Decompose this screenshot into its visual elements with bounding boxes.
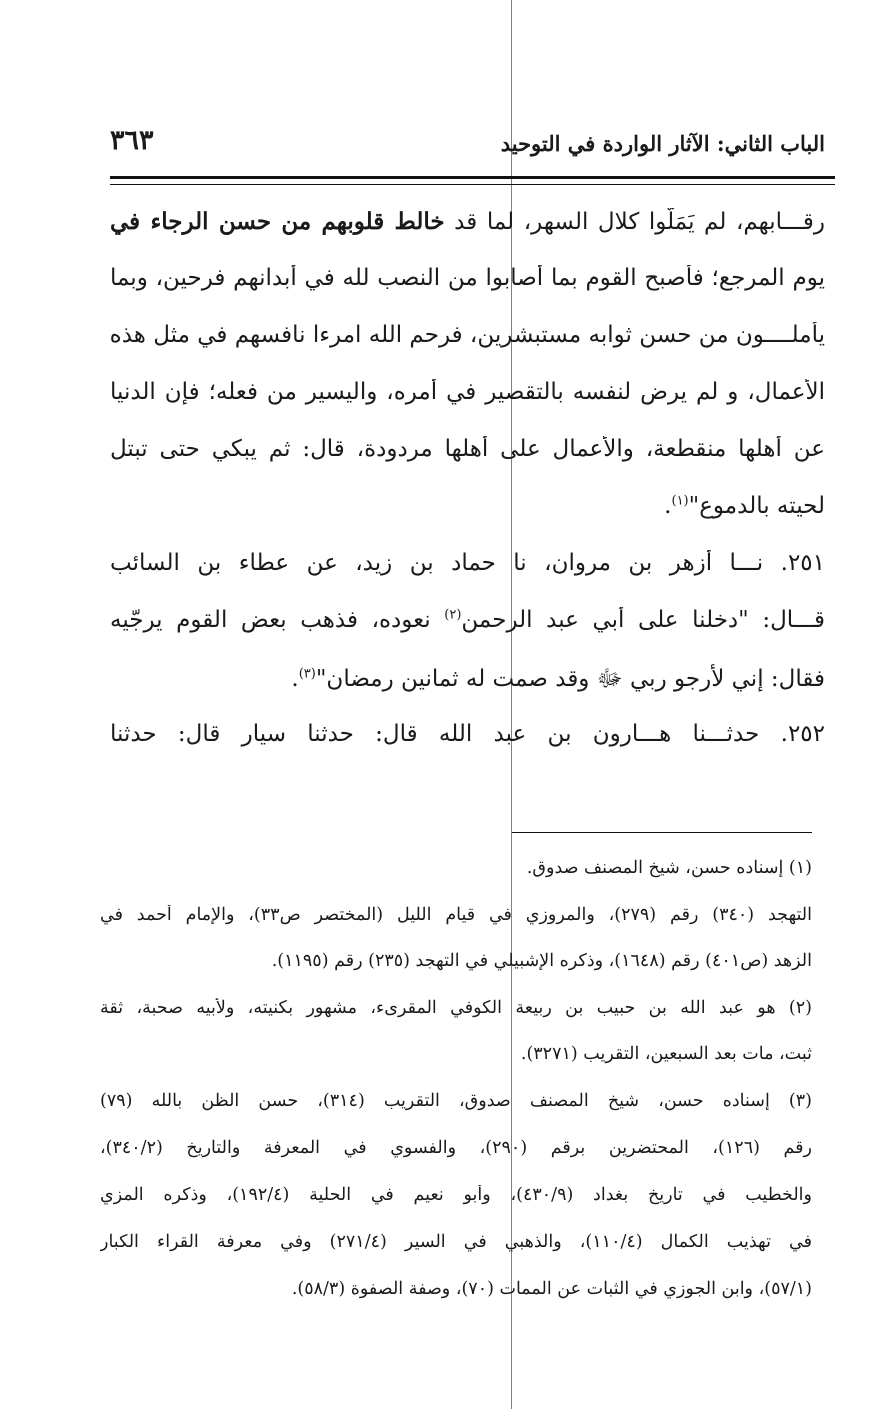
footnote-ref-1: (١) [671, 493, 689, 509]
footnote-line-1: (١) إسناده حسن، شيخ المصنف صدوق. [526, 858, 812, 878]
body-line-8-text-b: نعوده، فذهب بعض القوم يرجّيه [110, 607, 445, 633]
header-rule-thin [110, 184, 835, 185]
body-line-2: يوم المرجع؛ فأصبح القوم بما أصابوا من النصب لله في أبدانهم فرحين، وبما [110, 265, 825, 291]
body-line-3: يأملــــون من حسن ثوابه مستبشرين، فرحم الله امرءا نافسهم في مثل هذه [110, 322, 825, 348]
body-line-1-bold: خالط قلوبهم من حسن الرجاء في [110, 208, 445, 235]
body-line-1-text: رقـــابهم، لم يَمَلُّوا كلال السهر، لما قد [444, 209, 825, 235]
footnote-line-2: التهجد (٣٤٠) رقم (٢٧٩)، والمروزي في قيام الليل (المختصر ص٣٣)، والإمام أحمد في [100, 905, 812, 925]
body-line-10: ٢٥٢. حدثـــنا هـــارون بن عبد الله قال: حدثنا سيار قال: حدثنا [110, 721, 825, 747]
body-line-6-end: . [664, 493, 672, 519]
footnote-line-3: الزهد (ص٤٠١) رقم (١٦٤٨)، وذكره الإشبيلي في التهجد (٢٣٥) رقم (١١٩٥). [271, 951, 812, 971]
body-line-8 [110, 607, 825, 633]
chapter-title: الباب الثاني: الآثار الواردة في التوحيد [500, 131, 825, 156]
footnote-line-9: في تهذيب الكمال (١١٠/٤)، والذهبي في السير (٢٧١/٤) وفي معرفة القراء الكبار [100, 1232, 812, 1252]
body-line-8-text-a: قـــال: "دخلنا على أبي عبد الرحمن [461, 607, 825, 633]
header-rule-thick [110, 176, 835, 179]
footnote-line-6: (٣) إسناده حسن، شيخ المصنف صدوق، التقريب (٣١٤)، حسن الظن بالله (٧٩) [100, 1091, 812, 1111]
footnote-line-7: رقم (١٢٦)، المحتضرين برقم (٢٩٠)، والفسوي في المعرفة والتاريخ (٣٤٠/٢)، [100, 1138, 812, 1158]
body-line-6-text: لحيته بالدموع" [688, 493, 825, 519]
body-line-7: ٢٥١. نـــا أزهر بن مروان، نا حماد بن زيد، عن عطاء بن السائب [110, 550, 825, 576]
footnote-line-10: (٥٧/١)، وابن الجوزي في الثبات عن الممات (٧٠)، وصفة الصفوة (٥٨/٣). [291, 1279, 812, 1299]
running-header [110, 125, 825, 165]
body-line-9-text: فقال: إني لأرجو ربي ﷻ وقد صمت له ثمانين رمضان" [315, 666, 825, 692]
footnote-separator [512, 832, 812, 833]
footnote-ref-2: (٢) [444, 607, 462, 623]
body-line-4: الأعمال، و لم يرض لنفسه بالتقصير في أمره، واليسير من فعله؛ فإن الدنيا [110, 379, 825, 405]
body-line-9 [110, 664, 825, 698]
footnote-line-5: ثبت، مات بعد السبعين، التقريب (٣٢٧١). [520, 1044, 812, 1064]
footnote-line-4: (٢) هو عبد الله بن حبيب بن ربيعة الكوفي المقرىء، مشهور بكنيته، ولأبيه صحبة، ثقة [100, 998, 812, 1018]
footnote-line-8: والخطيب في تاريخ بغداد (٤٣٠/٩)، وأبو نعيم في الحلية (١٩٢/٤)، وذكره المزي [100, 1185, 812, 1205]
footnote-ref-3: (٣) [298, 666, 316, 682]
body-line-5: عن أهلها منقطعة، والأعمال على أهلها مردودة، قال: ثم يبكي حتى تبتل [110, 436, 825, 462]
body-line-9-end: . [291, 666, 299, 692]
page-number: ٣٦٣ [110, 125, 154, 156]
body-line-1 [110, 208, 825, 235]
body-line-6 [110, 493, 825, 519]
